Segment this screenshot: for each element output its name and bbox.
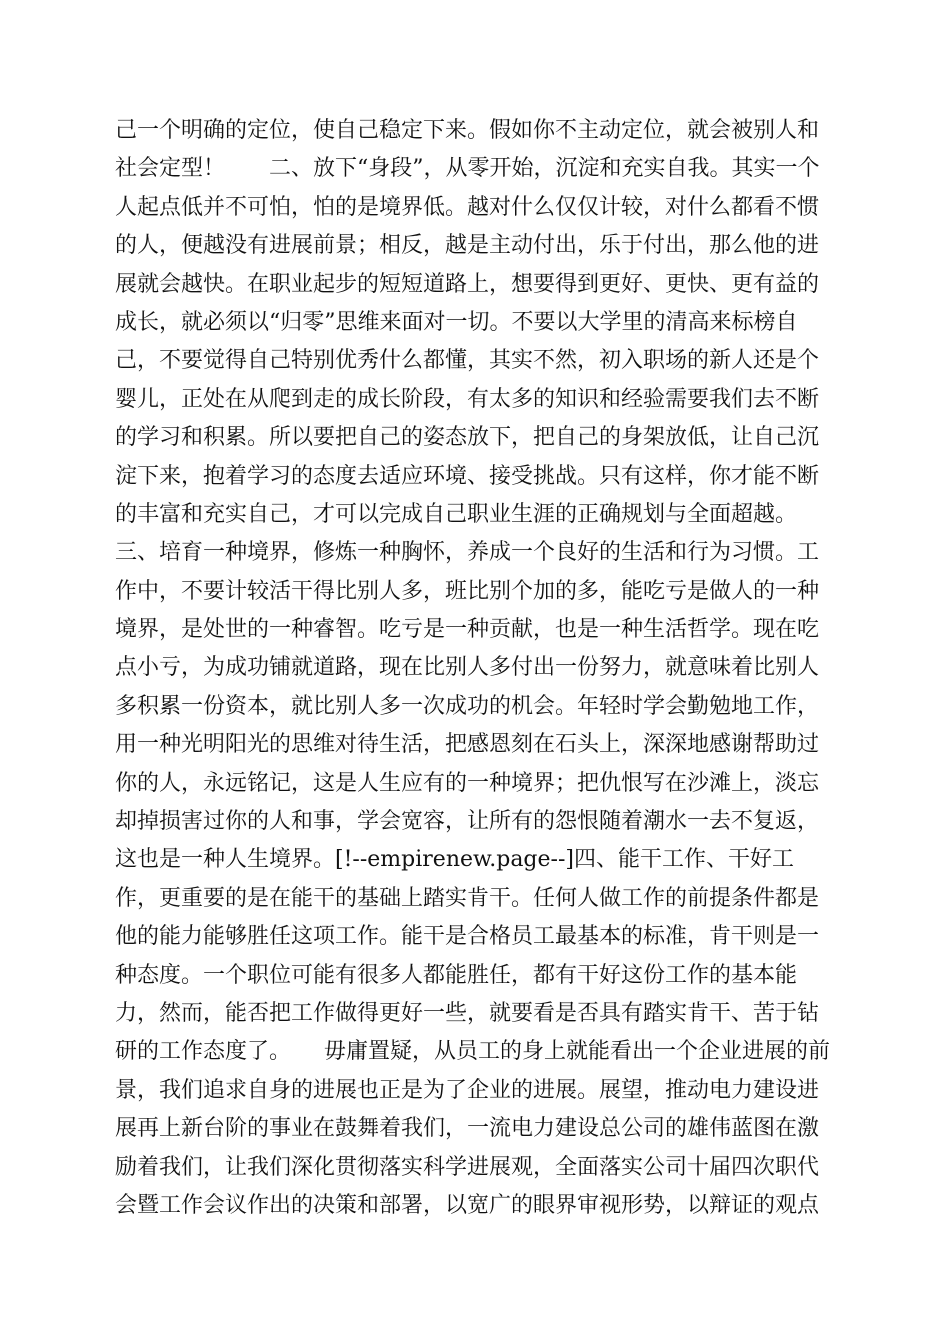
text-line: 研的工作态度了。 毋庸置疑，从员工的身上就能看出一个企业进展的前 bbox=[115, 1039, 831, 1065]
text-line: 展就会越快。在职业起步的短短道路上，想要得到更好、更快、更有益的 bbox=[115, 271, 820, 297]
text-line: 却掉损害过你的人和事，学会宽容，让所有的怨恨随着潮水一去不复返， bbox=[115, 809, 820, 835]
text-line: 种态度。一个职位可能有很多人都能胜任，都有干好这份工作的基本能 bbox=[115, 962, 798, 988]
text-line: 作，更重要的是在能干的基础上踏实肯干。任何人做工作的前提条件都是 bbox=[115, 885, 820, 911]
text-line: 的学习和积累。所以要把自己的姿态放下，把自己的身架放低，让自己沉 bbox=[115, 425, 820, 451]
text-line: 己一个明确的定位，使自己稳定下来。假如你不主动定位，就会被别人和 bbox=[115, 118, 820, 143]
text-line: 的丰富和充实自己，才可以完成自己职业生涯的正确规划与全面超越。 bbox=[115, 501, 798, 527]
text-line: 成长，就必须以“归零”思维来面对一切。不要以大学里的清高来标榜自 bbox=[115, 309, 798, 335]
text-line: 点小亏，为成功铺就道路，现在比别人多付出一份努力，就意味着比别人 bbox=[115, 655, 820, 681]
text-line: 婴儿，正处在从爬到走的成长阶段，有太多的知识和经验需要我们去不断 bbox=[115, 386, 820, 412]
text-line: 作中，不要计较活干得比别人多，班比别个加的多，能吃亏是做人的一种 bbox=[115, 578, 820, 604]
text-line: 多积累一份资本，就比别人多一次成功的机会。年轻时学会勤勉地工作， bbox=[115, 693, 820, 719]
text-line: 会暨工作会议作出的决策和部署，以宽广的眼界审视形势，以辩证的观点 bbox=[115, 1192, 820, 1218]
text-line: 展再上新台阶的事业在鼓舞着我们，一流电力建设总公司的雄伟蓝图在激 bbox=[115, 1116, 820, 1142]
text-line: 这也是一种人生境界。[!--empirenew.page--]四、能干工作、干好工 bbox=[115, 847, 794, 873]
body-text bbox=[115, 112, 840, 1225]
text-line: 用一种光明阳光的思维对待生活，把感恩刻在石头上，深深地感谢帮助过 bbox=[115, 732, 820, 758]
text-line: 三、培育一种境界，修炼一种胸怀，养成一个良好的生活和行为习惯。工 bbox=[115, 540, 820, 566]
text-line: 你的人，永远铭记，这是人生应有的一种境界；把仇恨写在沙滩上，淡忘 bbox=[115, 770, 820, 796]
text-line: 社会定型！ 二、放下“身段”，从零开始，沉淀和充实自我。其实一个 bbox=[115, 156, 820, 182]
text-line: 励着我们，让我们深化贯彻落实科学进展观，全面落实公司十届四次职代 bbox=[115, 1154, 820, 1180]
text-line: 人起点低并不可怕，怕的是境界低。越对什么仅仅计较，对什么都看不惯 bbox=[115, 194, 820, 220]
text-line: 境界，是处世的一种睿智。吃亏是一种贡献，也是一种生活哲学。现在吃 bbox=[115, 617, 820, 643]
text-line: 他的能力能够胜任这项工作。能干是合格员工最基本的标准，肯干则是一 bbox=[115, 924, 820, 950]
text-line: 淀下来，抱着学习的态度去适应环境、接受挑战。只有这样，你才能不断 bbox=[115, 463, 820, 489]
text-line: 力，然而，能否把工作做得更好一些，就要看是否具有踏实肯干、苦于钻 bbox=[115, 1000, 820, 1026]
text-line: 景，我们追求自身的进展也正是为了企业的进展。展望，推动电力建设进 bbox=[115, 1077, 820, 1103]
text-line: 的人，便越没有进展前景；相反，越是主动付出，乐于付出，那么他的进 bbox=[115, 233, 820, 259]
text-line: 己，不要觉得自己特别优秀什么都懂，其实不然，初入职场的新人还是个 bbox=[115, 348, 820, 374]
